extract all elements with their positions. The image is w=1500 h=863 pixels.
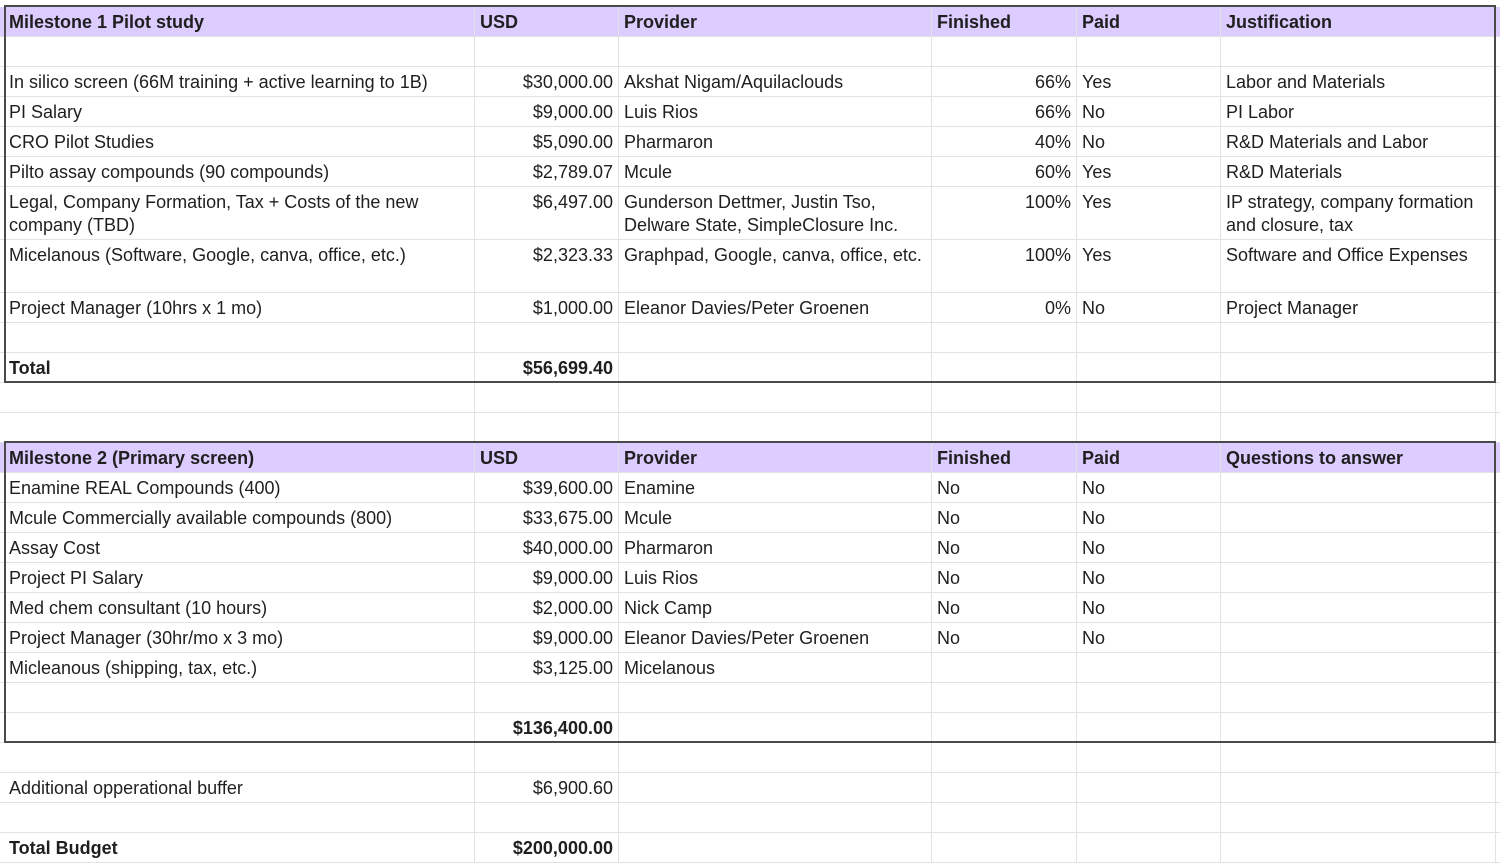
item-cell[interactable]: Enamine REAL Compounds (400) <box>4 473 475 502</box>
usd-cell[interactable]: $33,675.00 <box>475 503 619 532</box>
empty-cell[interactable] <box>475 803 619 832</box>
table-row <box>0 563 1500 593</box>
total-budget-value[interactable]: $200,000.00 <box>475 833 619 862</box>
empty-cell[interactable] <box>932 413 1077 442</box>
usd-cell[interactable]: $9,000.00 <box>475 563 619 592</box>
provider-cell[interactable]: Pharmaron <box>619 127 932 156</box>
provider-cell[interactable]: Mcule <box>619 157 932 186</box>
table-row <box>0 67 1500 97</box>
finished-cell[interactable]: No <box>932 533 1077 562</box>
empty-cell[interactable] <box>1221 773 1496 802</box>
justification-header[interactable]: Justification <box>1221 7 1496 36</box>
empty-cell[interactable] <box>1077 383 1221 412</box>
finished-cell[interactable]: No <box>932 473 1077 502</box>
empty-cell[interactable] <box>4 323 475 352</box>
provider-cell[interactable]: Micelanous <box>619 653 932 682</box>
empty-cell[interactable] <box>932 743 1077 772</box>
empty-cell[interactable] <box>1221 833 1496 862</box>
empty-cell[interactable] <box>932 323 1077 352</box>
questions-cell[interactable] <box>1221 593 1496 622</box>
empty-cell[interactable] <box>4 803 475 832</box>
empty-cell[interactable] <box>475 323 619 352</box>
finished-cell[interactable]: 60% <box>932 157 1077 186</box>
empty-cell[interactable] <box>475 743 619 772</box>
empty-cell[interactable] <box>1077 743 1221 772</box>
empty-cell[interactable] <box>1077 323 1221 352</box>
questions-cell[interactable] <box>1221 623 1496 652</box>
finished-cell[interactable]: 100% <box>932 240 1077 292</box>
usd-cell[interactable]: $2,000.00 <box>475 593 619 622</box>
usd-cell[interactable]: $1,000.00 <box>475 293 619 322</box>
item-cell[interactable]: Mcule Commercially available compounds (800) <box>4 503 475 532</box>
paid-cell[interactable]: Yes <box>1077 67 1221 96</box>
table-row <box>0 623 1500 653</box>
empty-cell[interactable] <box>1077 353 1221 382</box>
provider-cell[interactable]: Gunderson Dettmer, Justin Tso, Delware State, SimpleClosure Inc. <box>619 187 932 239</box>
buffer-row <box>0 773 1500 803</box>
provider-cell[interactable]: Mcule <box>619 503 932 532</box>
item-cell[interactable]: PI Salary <box>4 97 475 126</box>
empty-cell[interactable] <box>1077 833 1221 862</box>
empty-cell[interactable] <box>619 383 932 412</box>
paid-cell[interactable]: No <box>1077 97 1221 126</box>
empty-cell[interactable] <box>1221 713 1496 742</box>
table-row <box>0 293 1500 323</box>
milestone2-total-row <box>0 713 1500 743</box>
empty-row <box>0 683 1500 713</box>
empty-cell[interactable] <box>619 413 932 442</box>
usd-header[interactable]: USD <box>475 7 619 36</box>
empty-row <box>0 383 1500 413</box>
usd-cell[interactable]: $6,497.00 <box>475 187 619 239</box>
paid-cell[interactable]: Yes <box>1077 240 1221 292</box>
empty-cell[interactable] <box>932 353 1077 382</box>
paid-cell[interactable]: No <box>1077 593 1221 622</box>
empty-cell[interactable] <box>619 37 932 66</box>
empty-cell[interactable] <box>619 803 932 832</box>
finished-cell[interactable]: No <box>932 593 1077 622</box>
provider-header[interactable]: Provider <box>619 7 932 36</box>
provider-cell[interactable]: Pharmaron <box>619 533 932 562</box>
paid-cell[interactable]: No <box>1077 293 1221 322</box>
empty-cell[interactable] <box>475 37 619 66</box>
empty-cell[interactable] <box>619 323 932 352</box>
empty-row <box>0 37 1500 67</box>
empty-cell[interactable] <box>1221 353 1496 382</box>
paid-cell[interactable]: No <box>1077 533 1221 562</box>
justification-cell[interactable]: PI Labor <box>1221 97 1496 126</box>
empty-cell[interactable] <box>1221 323 1496 352</box>
provider-cell[interactable]: Graphpad, Google, canva, office, etc. <box>619 240 932 292</box>
empty-cell[interactable] <box>932 683 1077 712</box>
item-cell[interactable]: Project PI Salary <box>4 563 475 592</box>
questions-cell[interactable] <box>1221 503 1496 532</box>
empty-cell[interactable] <box>1077 773 1221 802</box>
empty-cell[interactable] <box>475 683 619 712</box>
total-value[interactable]: $56,699.40 <box>475 353 619 382</box>
item-cell[interactable]: Micelanous (Software, Google, canva, office, etc.) <box>4 240 475 292</box>
finished-header[interactable]: Finished <box>932 7 1077 36</box>
table-row <box>0 97 1500 127</box>
empty-cell[interactable] <box>619 683 932 712</box>
paid-cell[interactable] <box>1077 653 1221 682</box>
item-cell[interactable]: In silico screen (66M training + active learning to 1B) <box>4 67 475 96</box>
usd-cell[interactable]: $40,000.00 <box>475 533 619 562</box>
empty-cell[interactable] <box>1077 37 1221 66</box>
finished-cell[interactable]: No <box>932 563 1077 592</box>
table-row <box>0 127 1500 157</box>
finished-cell[interactable]: No <box>932 503 1077 532</box>
milestone1-header-row <box>0 7 1500 37</box>
table-row <box>0 533 1500 563</box>
justification-cell[interactable]: R&D Materials <box>1221 157 1496 186</box>
usd-cell[interactable]: $30,000.00 <box>475 67 619 96</box>
provider-cell[interactable]: Nick Camp <box>619 593 932 622</box>
provider-cell[interactable]: Luis Rios <box>619 97 932 126</box>
empty-cell[interactable] <box>1221 413 1496 442</box>
justification-cell[interactable]: Project Manager <box>1221 293 1496 322</box>
justification-cell[interactable]: IP strategy, company formation and closure, tax <box>1221 187 1496 239</box>
milestone1-total-row <box>0 353 1500 383</box>
empty-cell[interactable] <box>1221 37 1496 66</box>
empty-cell[interactable] <box>619 773 932 802</box>
empty-cell[interactable] <box>619 833 932 862</box>
empty-row <box>0 323 1500 353</box>
empty-cell[interactable] <box>932 37 1077 66</box>
empty-cell[interactable] <box>932 713 1077 742</box>
usd-cell[interactable]: $9,000.00 <box>475 623 619 652</box>
provider-cell[interactable]: Akshat Nigam/Aquilaclouds <box>619 67 932 96</box>
usd-cell[interactable]: $9,000.00 <box>475 97 619 126</box>
empty-cell[interactable] <box>4 713 475 742</box>
buffer-value[interactable]: $6,900.60 <box>475 773 619 802</box>
item-cell[interactable]: Project Manager (30hr/mo x 3 mo) <box>4 623 475 652</box>
empty-cell[interactable] <box>619 743 932 772</box>
milestone1-title[interactable]: Milestone 1 Pilot study <box>4 7 475 36</box>
total-budget-label[interactable]: Total Budget <box>4 833 475 862</box>
finished-cell[interactable]: 40% <box>932 127 1077 156</box>
usd-cell[interactable]: $5,090.00 <box>475 127 619 156</box>
total-budget-row <box>0 833 1500 863</box>
empty-cell[interactable] <box>4 743 475 772</box>
questions-cell[interactable] <box>1221 653 1496 682</box>
questions-cell[interactable] <box>1221 533 1496 562</box>
finished-cell[interactable]: 100% <box>932 187 1077 239</box>
questions-cell[interactable] <box>1221 563 1496 592</box>
empty-cell[interactable] <box>4 383 475 412</box>
empty-cell[interactable] <box>4 413 475 442</box>
paid-cell[interactable]: Yes <box>1077 187 1221 239</box>
questions-cell[interactable] <box>1221 473 1496 502</box>
table-row <box>0 653 1500 683</box>
empty-cell[interactable] <box>4 37 475 66</box>
empty-row <box>0 413 1500 443</box>
item-cell[interactable]: CRO Pilot Studies <box>4 127 475 156</box>
empty-cell[interactable] <box>1077 713 1221 742</box>
provider-cell[interactable]: Eleanor Davies/Peter Groenen <box>619 623 932 652</box>
provider-cell[interactable]: Enamine <box>619 473 932 502</box>
paid-cell[interactable]: No <box>1077 473 1221 502</box>
empty-cell[interactable] <box>932 803 1077 832</box>
usd-header[interactable]: USD <box>475 443 619 472</box>
empty-cell[interactable] <box>1077 683 1221 712</box>
paid-cell[interactable]: No <box>1077 127 1221 156</box>
empty-cell[interactable] <box>1077 803 1221 832</box>
paid-cell[interactable]: Yes <box>1077 157 1221 186</box>
finished-cell[interactable]: 0% <box>932 293 1077 322</box>
empty-cell[interactable] <box>619 713 932 742</box>
table-row <box>0 503 1500 533</box>
paid-header[interactable]: Paid <box>1077 443 1221 472</box>
usd-cell[interactable]: $2,789.07 <box>475 157 619 186</box>
item-cell[interactable]: Legal, Company Formation, Tax + Costs of the new company (TBD) <box>4 187 475 239</box>
empty-row <box>0 743 1500 773</box>
item-cell[interactable]: Project Manager (10hrs x 1 mo) <box>4 293 475 322</box>
empty-cell[interactable] <box>4 683 475 712</box>
empty-cell[interactable] <box>475 413 619 442</box>
finished-cell[interactable]: No <box>932 623 1077 652</box>
table-row <box>0 593 1500 623</box>
empty-cell[interactable] <box>1221 803 1496 832</box>
paid-cell[interactable]: No <box>1077 623 1221 652</box>
table-row <box>0 157 1500 187</box>
empty-cell[interactable] <box>932 833 1077 862</box>
finished-header[interactable]: Finished <box>932 443 1077 472</box>
empty-cell[interactable] <box>1221 383 1496 412</box>
table-row <box>0 473 1500 503</box>
empty-row <box>0 803 1500 833</box>
table-row <box>0 240 1500 293</box>
provider-cell[interactable]: Eleanor Davies/Peter Groenen <box>619 293 932 322</box>
questions-header[interactable]: Questions to answer <box>1221 443 1496 472</box>
table-row <box>0 187 1500 240</box>
empty-cell[interactable] <box>932 773 1077 802</box>
buffer-label[interactable]: Additional opperational buffer <box>4 773 475 802</box>
finished-cell[interactable]: 66% <box>932 97 1077 126</box>
justification-cell[interactable]: R&D Materials and Labor <box>1221 127 1496 156</box>
milestone2-header-row <box>0 443 1500 473</box>
finished-cell[interactable] <box>932 653 1077 682</box>
total-value[interactable]: $136,400.00 <box>475 713 619 742</box>
empty-cell[interactable] <box>1077 413 1221 442</box>
paid-cell[interactable]: No <box>1077 503 1221 532</box>
total-label[interactable]: Total <box>4 353 475 382</box>
item-cell[interactable]: Pilto assay compounds (90 compounds) <box>4 157 475 186</box>
usd-cell[interactable]: $39,600.00 <box>475 473 619 502</box>
empty-cell[interactable] <box>1221 683 1496 712</box>
paid-header[interactable]: Paid <box>1077 7 1221 36</box>
item-cell[interactable]: Micleanous (shipping, tax, etc.) <box>4 653 475 682</box>
empty-cell[interactable] <box>932 383 1077 412</box>
provider-cell[interactable]: Luis Rios <box>619 563 932 592</box>
provider-header[interactable]: Provider <box>619 443 932 472</box>
finished-cell[interactable]: 66% <box>932 67 1077 96</box>
justification-cell[interactable]: Software and Office Expenses <box>1221 240 1496 292</box>
justification-cell[interactable]: Labor and Materials <box>1221 67 1496 96</box>
item-cell[interactable]: Assay Cost <box>4 533 475 562</box>
empty-cell[interactable] <box>475 383 619 412</box>
paid-cell[interactable]: No <box>1077 563 1221 592</box>
usd-cell[interactable]: $3,125.00 <box>475 653 619 682</box>
usd-cell[interactable]: $2,323.33 <box>475 240 619 292</box>
item-cell[interactable]: Med chem consultant (10 hours) <box>4 593 475 622</box>
milestone2-title[interactable]: Milestone 2 (Primary screen) <box>4 443 475 472</box>
empty-cell[interactable] <box>619 353 932 382</box>
empty-cell[interactable] <box>1221 743 1496 772</box>
